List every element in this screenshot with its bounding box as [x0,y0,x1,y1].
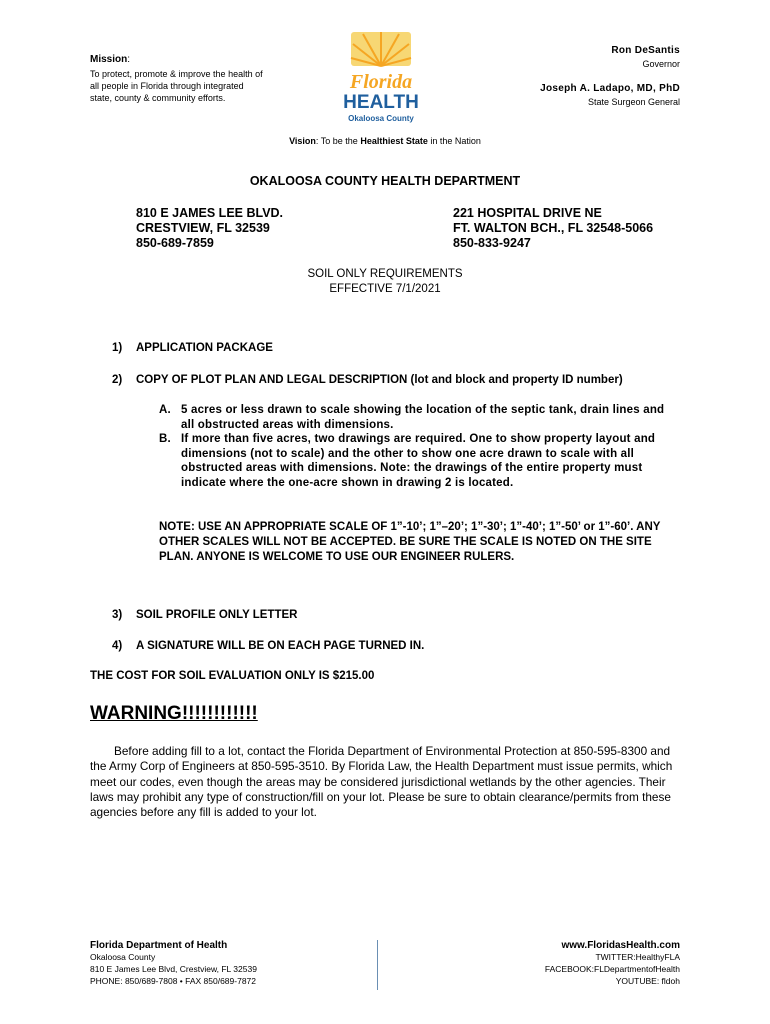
footer-right [545,940,680,987]
address-line: CRESTVIEW, FL 32539 [136,221,270,235]
sub-item-letter: B. [159,433,171,445]
document-title [0,267,770,297]
item-number: 3) [112,609,123,621]
officials-block [460,45,680,107]
warning-paragraph: Before adding fill to a lot, contact the Florida Department of Environmental Protection at 850-595-8300 and the Army Corp of Engineers at 850-595-3510. By Florida Law, the Health Department must issue permits, which meet our codes, even though the areas may be considered jurisdictional wetlands by the other agencies. Their laws may prohibit any type of construction/fill on your lot. Please be sure to obtain clearance/permits from these agencies before any fill is added to your lot. [90,744,673,820]
effective-date: EFFECTIVE 7/1/2021 [329,283,441,295]
address-crestview [136,206,283,251]
vision-prefix: To be the [320,136,358,146]
item-text: A SIGNATURE WILL BE ON EACH PAGE TURNED IN. [136,640,425,652]
sub-item [159,403,679,432]
item-number: 4) [112,640,123,652]
requirement-item [112,341,273,356]
governor-name: Ron DeSantis [611,45,680,56]
address-line: 810 E JAMES LEE BLVD. [136,206,284,220]
svg-text:Florida: Florida [349,71,413,93]
title-line: SOIL ONLY REQUIREMENTS [307,268,463,280]
mission-text: To protect, promote & improve the health of all people in Florida through integrated state, county & community efforts. [90,69,263,103]
requirement-item [112,373,623,388]
sub-item-text: If more than five acres, two drawings are required. One to show property layout and dimensions (not to scale) and the other to show one acre drawn to scale with all obstructed areas with dimensions. Note: the drawings of the entire property must indicate where the one-acre shown in drawing 2 is located. [181,433,656,490]
item-number: 1) [112,342,123,354]
address-phone: 850-689-7859 [136,236,214,250]
requirement-item [112,608,297,623]
sub-item [159,432,679,491]
item-text: SOIL PROFILE ONLY LETTER [136,609,298,621]
mission-statement [90,54,265,104]
item-number: 2) [112,374,123,386]
footer-line: PHONE: 850/689-7808 • FAX 850/689-7872 [90,976,257,986]
svg-text:Okaloosa County: Okaloosa County [348,114,414,123]
item-text: COPY OF PLOT PLAN AND LEGAL DESCRIPTION (lot and block and property ID number) [136,374,623,386]
item-text: APPLICATION PACKAGE [136,342,273,354]
footer-website-link[interactable]: www.FloridasHealth.com [561,940,680,951]
sub-item-text: 5 acres or less drawn to scale showing the location of the septic tank, drain lines and all obstructed areas with dimensions. [181,404,665,431]
florida-health-logo [337,28,425,126]
warning-heading: WARNING!!!!!!!!!!!! [90,703,258,724]
address-line: FT. WALTON BCH., FL 32548-5066 [453,221,654,235]
svg-text:HEALTH: HEALTH [343,92,419,113]
vision-suffix: in the Nation [430,136,481,146]
scale-note: NOTE: USE AN APPROPRIATE SCALE OF 1”-10’; 1”–20’; 1”-30’; 1”-40’; 1”-50’ or 1”-60’. ANY OTHER SCALES WILL NOT BE ACCEPTED. BE SURE THE SCALE IS NOTED ON THE SITE PLAN. ANYONE IS WELCOME TO USE OUR ENGINEER RULERS. [159,521,661,564]
address-fort-walton [453,206,653,251]
footer-left [90,940,257,987]
vision-bold: Healthiest State [360,136,428,146]
florida-health-logo-graphic [337,28,425,126]
department-title: OKALOOSA COUNTY HEALTH DEPARTMENT [249,174,521,188]
vision-statement: Vision: To be the Healthiest State in the Nation [289,136,481,146]
footer-divider [377,940,378,990]
vision-label: Vision [289,136,316,146]
sub-item-letter: A. [159,404,171,416]
surgeon-general-name: Joseph A. Ladapo, MD, PhD [540,83,680,94]
surgeon-general-title: State Surgeon General [587,97,680,107]
footer-org-name: Florida Department of Health [90,940,228,951]
governor-title: Governor [642,59,680,69]
footer-twitter: TWITTER:HealthyFLA [595,952,680,962]
cost-statement: THE COST FOR SOIL EVALUATION ONLY IS $215.00 [90,670,375,682]
footer-line: Okaloosa County [90,952,156,962]
requirement-item [112,639,424,654]
address-line: 221 HOSPITAL DRIVE NE [453,206,602,220]
footer-line: 810 E James Lee Blvd, Crestview, FL 32539 [90,964,257,974]
address-phone: 850-833-9247 [453,236,531,250]
footer-youtube: YOUTUBE: fldoh [615,976,680,986]
footer-facebook: FACEBOOK:FLDepartmentofHealth [544,964,680,974]
mission-label: Mission: [90,54,131,65]
